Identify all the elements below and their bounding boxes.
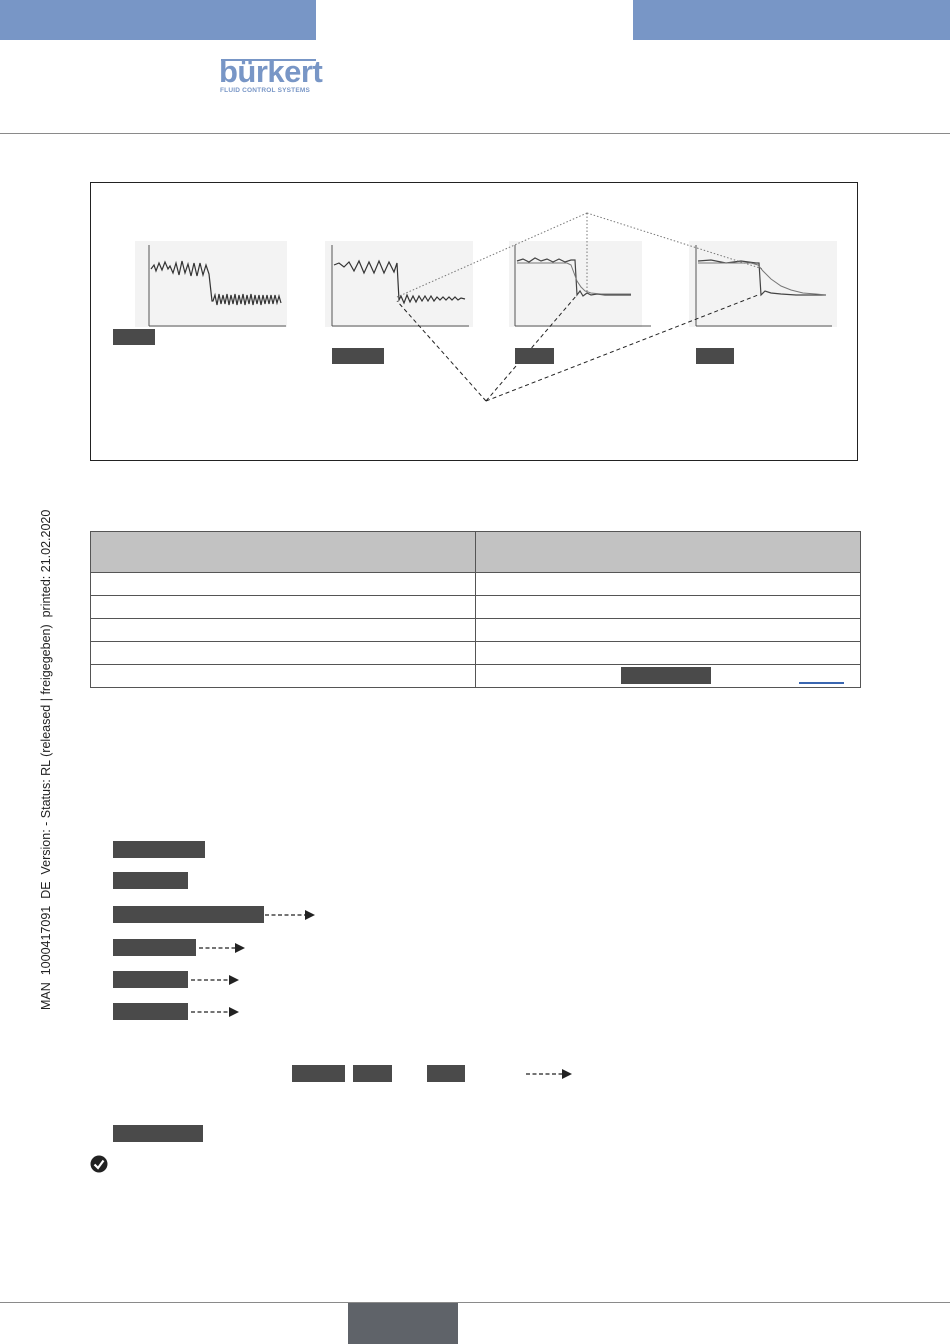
table-cell	[91, 642, 476, 665]
dashed-arrow-icon	[526, 1068, 578, 1080]
table-row	[91, 596, 861, 619]
plot-2-tag	[332, 348, 384, 364]
step-3-tag[interactable]	[113, 906, 264, 923]
table-cell	[476, 619, 861, 642]
plot-4-panel	[689, 241, 837, 327]
table-cell	[91, 573, 476, 596]
inline-tag-1[interactable]	[292, 1065, 345, 1082]
brand-logo: bürkert	[219, 54, 323, 89]
table-cell	[476, 642, 861, 665]
response-plots	[91, 183, 859, 462]
plot-2-panel	[325, 241, 473, 327]
inline-tag-3[interactable]	[427, 1065, 465, 1082]
header-band-right	[633, 0, 950, 40]
footer-divider	[0, 1302, 950, 1303]
step-7-tag[interactable]	[113, 1125, 203, 1142]
step-6-tag[interactable]	[113, 1003, 188, 1020]
plot-3-tag	[515, 348, 554, 364]
table-cell	[91, 596, 476, 619]
plot-1-panel	[135, 241, 287, 327]
page-number-tab	[348, 1303, 458, 1344]
step-2-tag[interactable]	[113, 872, 188, 889]
dashed-arrow-icon	[191, 1006, 243, 1018]
header-divider	[0, 133, 950, 134]
table-row	[91, 619, 861, 642]
table-header-row	[91, 532, 861, 573]
plot-1-tag	[113, 329, 155, 345]
table-cell	[476, 596, 861, 619]
table-row	[91, 642, 861, 665]
table-cell	[91, 619, 476, 642]
document-info: MAN 1000417091 DE Version: - Status: RL (released | freigegeben) printed: 21.02.2020	[39, 509, 53, 1010]
step-1-tag[interactable]	[113, 841, 205, 858]
table-header-cell-1	[91, 532, 476, 573]
brand-tagline: FLUID CONTROL SYSTEMS	[220, 87, 311, 94]
table-cell	[476, 665, 861, 688]
table-cell	[476, 573, 861, 596]
plot-4-tag	[696, 348, 734, 364]
controller-response-figure	[90, 182, 858, 461]
table-row	[91, 665, 861, 688]
dashed-arrow-icon	[199, 942, 251, 954]
dashed-arrow-icon	[265, 909, 317, 921]
plot-3-panel	[509, 241, 642, 327]
inline-tag-2[interactable]	[353, 1065, 392, 1082]
step-4-tag[interactable]	[113, 939, 196, 956]
table-cell	[91, 665, 476, 688]
step-5-tag[interactable]	[113, 971, 188, 988]
menu-tag	[621, 667, 711, 684]
dashed-arrow-icon	[191, 974, 243, 986]
table-row	[91, 573, 861, 596]
table-header-cell-2	[476, 532, 861, 573]
check-circle-icon	[90, 1155, 108, 1173]
parameter-table	[90, 531, 861, 688]
page-link[interactable]	[799, 682, 844, 684]
header-band-left	[0, 0, 316, 40]
